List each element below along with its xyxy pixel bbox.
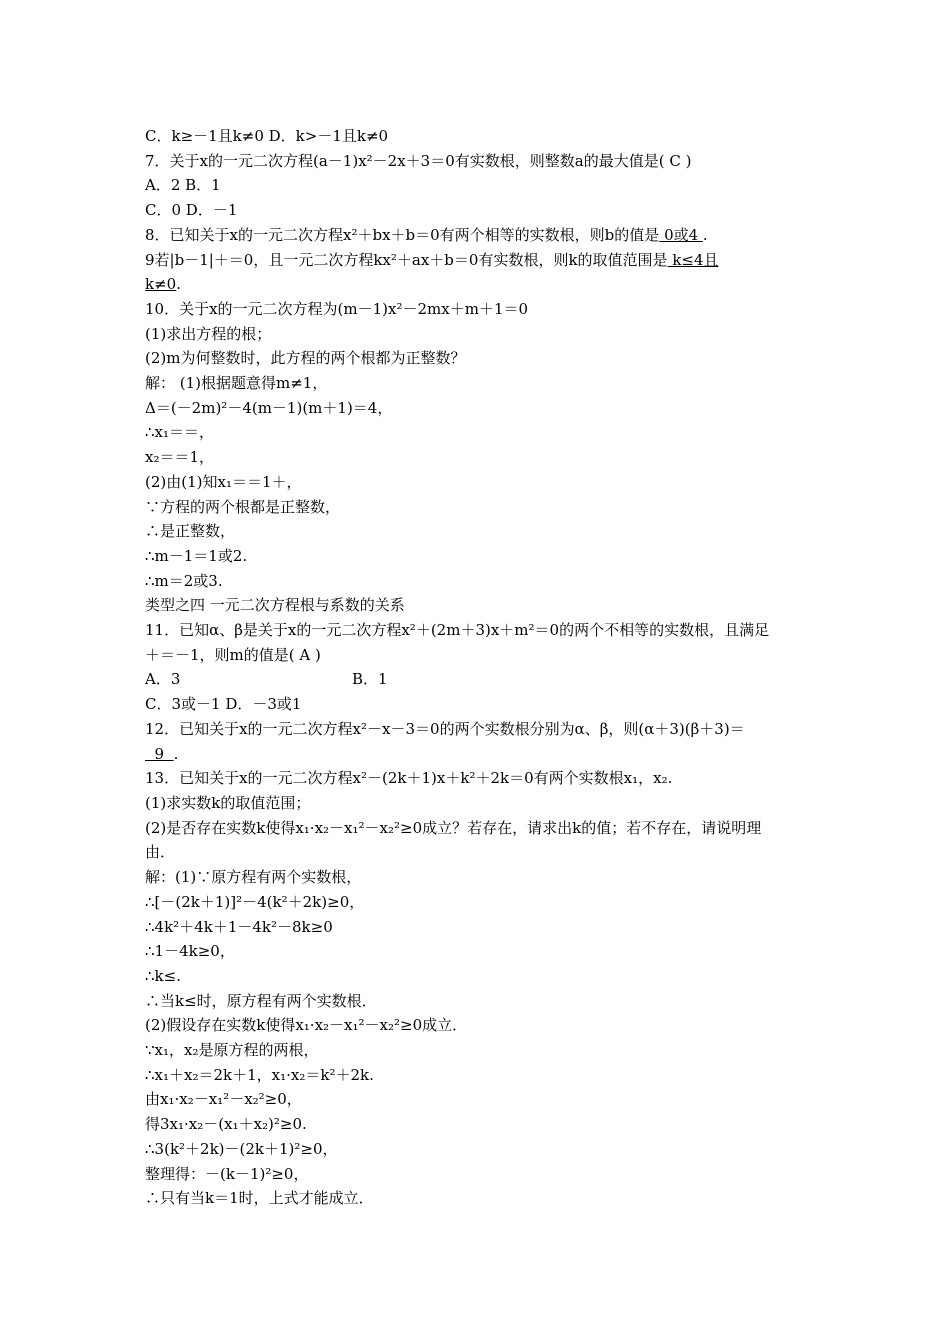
q9-stem — [145, 248, 813, 273]
q13-sol-5: ∴k≤. — [145, 966, 181, 985]
q9-text: 9若|b－1|＋＝0，且一元二次方程kx²＋ax＋b＝0有实数根，则k的取值范围是 — [145, 250, 668, 269]
q13-sol-12: ∴3(k²＋2k)－(2k＋1)²≥0， — [145, 1139, 338, 1158]
q10-part2: (2)m为何整数时，此方程的两个根都为正整数？ — [145, 349, 466, 368]
q10-sol-7: ∴是正整数， — [145, 522, 236, 541]
q12-answer-line — [145, 742, 813, 767]
q11-options-ab: A．3 B．1 — [145, 670, 388, 689]
q11-stem: 11．已知α、β是关于x的一元二次方程x²＋(2m＋3)x＋m²＝0的两个不相等的实数根，且满足 — [145, 621, 770, 640]
q6-options-cd: C．k≥－1且k≠0 D．k>－1且k≠0 — [145, 127, 389, 145]
q9-answer-tail: k≠0 — [145, 275, 177, 294]
q10-sol-2: Δ＝(－2m)²－4(m－1)(m＋1)＝4， — [145, 398, 393, 417]
q10-sol-9: ∴m＝2或3. — [145, 571, 223, 590]
q13-sol-6: ∴当k≤时，原方程有两个实数根． — [145, 991, 377, 1010]
q8-stem — [145, 223, 813, 248]
q9-answer-cont — [145, 272, 813, 297]
q12-stem: 12．已知关于x的一元二次方程x²－x－3＝0的两个实数根分别为α、β，则(α＋3)(β＋3)＝ — [145, 719, 745, 738]
q13-sol-3: ∴4k²＋4k＋1－4k²－8k≥0 — [145, 917, 333, 936]
q7-options-ab: A．2 B．1 — [145, 176, 221, 195]
q9-answer: k≤4且 — [667, 250, 719, 269]
q10-sol-1: 解： (1)根据题意得m≠1， — [145, 374, 328, 393]
q13-part2-cont: 由． — [145, 843, 176, 862]
document-body — [145, 124, 813, 1211]
q11-options-cd: C．3或－1 D．－3或1 — [145, 695, 302, 714]
q10-part1: (1)求出方程的根； — [145, 324, 272, 343]
q13-sol-1: 解：(1)∵原方程有两个实数根， — [145, 868, 362, 887]
q13-sol-4: ∴1－4k≥0， — [145, 942, 235, 961]
q10-sol-5: (2)由(1)知x₁＝＝1＋， — [145, 472, 302, 491]
q13-sol-7: (2)假设存在实数k使得x₁·x₂－x₁²－x₂²≥0成立． — [145, 1016, 468, 1035]
q13-sol-14: ∴只有当k＝1时，上式才能成立． — [145, 1189, 374, 1208]
q13-part2: (2)是否存在实数k使得x₁·x₂－x₁²－x₂²≥0成立？若存在，请求出k的值；若不存在，请说明理 — [145, 818, 762, 837]
q13-sol-13: 整理得：－(k－1)²≥0， — [145, 1164, 309, 1183]
q10-sol-3: ∴x₁＝＝， — [145, 423, 215, 442]
q7-stem: 7．关于x的一元二次方程(a－1)x²－2x＋3＝0有实数根，则整数a的最大值是( C ) — [145, 151, 692, 170]
q13-sol-8: ∵x₁，x₂是原方程的两根， — [145, 1041, 319, 1060]
q7-options-cd: C．0 D．－1 — [145, 201, 238, 220]
q13-sol-11: 得3x₁·x₂－(x₁＋x₂)²≥0. — [145, 1115, 307, 1134]
q10-sol-6: ∵方程的两个根都是正整数， — [145, 497, 341, 516]
q13-stem: 13．已知关于x的一元二次方程x²－(2k＋1)x＋k²＋2k＝0有两个实数根x₁，x₂. — [145, 769, 673, 788]
q13-sol-9: ∴x₁＋x₂＝2k＋1，x₁·x₂＝k²＋2k. — [145, 1065, 374, 1084]
q13-part1: (1)求实数k的取值范围； — [145, 793, 311, 812]
q13-sol-10: 由x₁·x₂－x₁²－x₂²≥0， — [145, 1090, 302, 1109]
q10-sol-4: x₂＝＝1， — [145, 448, 215, 467]
q12-answer: 9 — [145, 744, 174, 763]
q11-stem-cont: ＋＝－1，则m的值是( A ) — [145, 645, 321, 664]
q8-answer: 0或4 — [659, 225, 703, 244]
q13-sol-2: ∴[－(2k＋1)]²－4(k²＋2k)≥0， — [145, 892, 365, 911]
q8-period: . — [702, 225, 708, 244]
q10-stem: 10．关于x的一元二次方程为(m－1)x²－2mx＋m＋1＝0 — [145, 299, 529, 318]
section-heading-type4: 类型之四 一元二次方程根与系数的关系 — [145, 596, 405, 615]
q10-sol-8: ∴m－1＝1或2. — [145, 546, 248, 565]
q9-period: . — [176, 275, 181, 294]
q8-text: 8．已知关于x的一元二次方程x²＋bx＋b＝0有两个相等的实数根，则b的值是 — [145, 225, 660, 244]
q12-period: . — [173, 744, 179, 763]
